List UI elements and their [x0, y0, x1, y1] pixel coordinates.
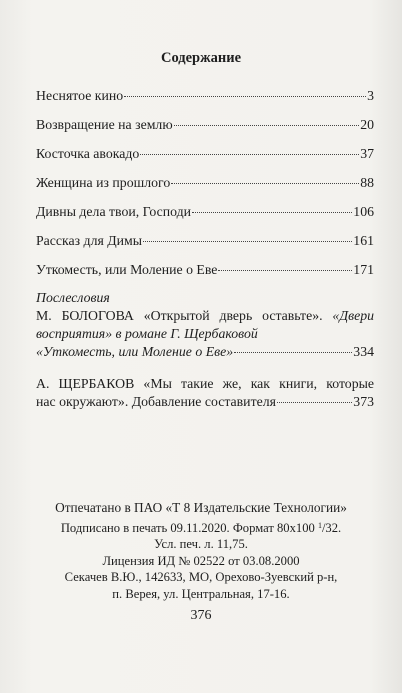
imprint-format-fraction: 1	[317, 520, 322, 530]
toc-leader	[171, 182, 359, 184]
imprint-license: Лицензия ИД № 02522 от 03.08.2000	[102, 553, 300, 568]
afterword-2-page: 373	[353, 394, 374, 409]
afterwords-section	[36, 289, 374, 361]
toc-entry	[36, 146, 374, 162]
toc-entry-page: 88	[360, 175, 374, 190]
toc-entry-title: Возвращение на землю	[36, 117, 173, 132]
toc-entry-title: Рассказ для Димы	[36, 233, 143, 248]
page-title: Содержание	[160, 50, 242, 66]
toc-entry-page: 3	[367, 88, 374, 103]
toc-entry-page: 37	[360, 146, 374, 161]
afterword-1-italic-title: «Двери	[332, 308, 375, 323]
afterword-2	[36, 375, 374, 411]
toc-entry-page: 20	[360, 117, 374, 132]
toc-leader	[174, 124, 360, 126]
toc-entry-page: 171	[353, 262, 374, 277]
afterword-1-line-1	[36, 307, 374, 325]
imprint-printer: Отпечатано в ПАО «Т 8 Издательские Технологии»	[55, 500, 347, 515]
imprint-signed: Подписано в печать 09.11.2020. Формат 80x100 $^1$/32.	[60, 520, 342, 535]
toc-leader	[218, 269, 352, 271]
toc-entry	[36, 88, 374, 104]
afterword-2-line-2	[36, 393, 374, 411]
toc-entry-title: Дивны дела твои, Господи	[36, 204, 192, 219]
afterword-2-line-2-text: нас окружают». Добавление составителя	[36, 394, 276, 409]
page-number: 376	[190, 608, 212, 623]
toc-entry-title: Неснятое кино	[36, 88, 124, 103]
afterword-1-page: 334	[353, 344, 374, 359]
toc-leader	[234, 351, 352, 353]
imprint-block	[0, 500, 402, 603]
afterwords-heading: Послесловия	[36, 290, 110, 305]
toc-entry	[36, 204, 374, 220]
afterword-2-line-1: А. ЩЕРБАКОВ «Мы такие же, как книги, которые	[36, 376, 374, 391]
imprint-sheets: Усл. печ. л. 11,75.	[154, 537, 248, 552]
toc-entry-title: Косточка авокадо	[36, 146, 140, 161]
toc-entry-page: 161	[353, 233, 374, 248]
afterword-1-line-2: восприятия» в романе Г. Щербаковой	[36, 326, 258, 341]
toc-leader	[140, 153, 359, 155]
toc-entry-title: Женщина из прошлого	[36, 175, 171, 190]
toc-leader	[192, 211, 352, 213]
toc-entry	[36, 262, 374, 278]
toc-entry	[36, 175, 374, 191]
toc-leader	[143, 240, 352, 242]
toc-entry	[36, 117, 374, 133]
afterword-1-author-title: М. БОЛОГОВА «Открытой дверь оставьте».	[36, 308, 323, 323]
imprint-address-1: Секачев В.Ю., 142633, МО, Орехово-Зуевский р-н,	[64, 570, 338, 585]
toc-leader	[124, 95, 366, 97]
toc-leader	[277, 401, 352, 403]
afterword-1-line-3-text: «Уткоместь, или Моление о Еве»	[36, 344, 234, 359]
toc-entry-title: Уткоместь, или Моление о Еве	[36, 262, 218, 277]
toc-entry-page: 106	[353, 204, 374, 219]
toc-entry	[36, 233, 374, 249]
afterword-1-line-3	[36, 343, 374, 361]
imprint-address-2: п. Верея, ул. Центральная, 17-16.	[112, 586, 290, 601]
